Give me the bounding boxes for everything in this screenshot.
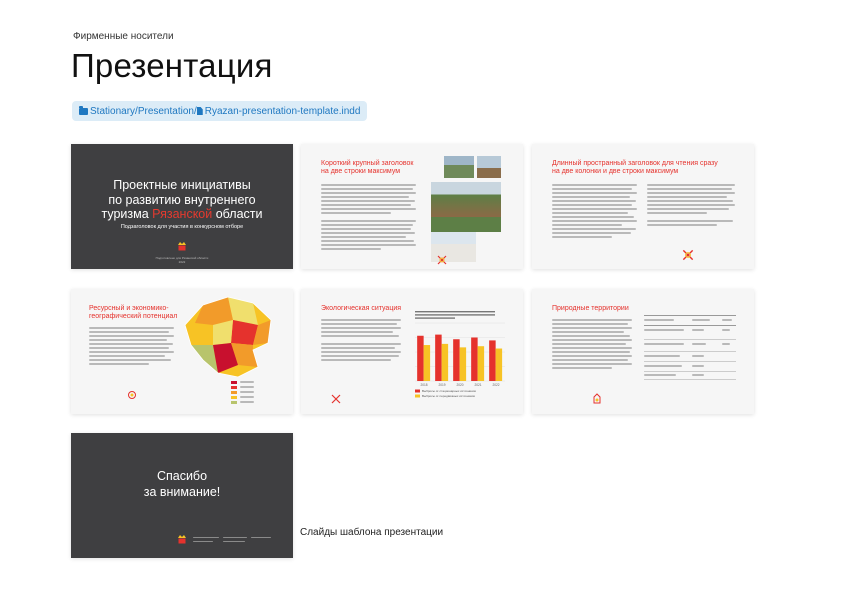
chart-legend-swatch [415, 390, 420, 393]
path-file-name[interactable]: Ryazan-presentation-template.indd [204, 105, 361, 117]
chart-legend-label: Выбросы от стационарных источников [422, 389, 476, 393]
slide-long-heading[interactable] [532, 144, 754, 269]
slides-caption: Слайды шаблона презентации [300, 527, 444, 538]
chart-bar-2022-s2 [496, 349, 502, 381]
pattern-emblem-icon [592, 393, 602, 405]
section-eyebrow: Фирменные носители [73, 31, 174, 42]
slide-title-subtitle: Подзаголовок для участия в конкурсном отборе [120, 224, 244, 230]
file-path-breadcrumb[interactable] [72, 101, 367, 121]
chart-tick-label: 2022 [492, 383, 500, 387]
folder-icon [79, 108, 88, 115]
photo-church [444, 156, 474, 178]
chart-bar-2021-s1 [471, 338, 477, 382]
pattern-emblem-icon [331, 393, 341, 405]
chart-tick-label: 2021 [474, 383, 482, 387]
slide-title-heading: Проектные инициативы по развитию внутреннего туризма Рязанской области [101, 178, 263, 221]
chart-bar-2022-s1 [489, 340, 495, 381]
chart-bar-2018-s2 [424, 345, 430, 381]
slide-heading: Экологическая ситуация [321, 305, 402, 312]
path-folder-presentation[interactable]: Presentation/ [137, 105, 197, 117]
slide-title-org: Подготовлено для Рязанской области 2022 [155, 256, 209, 264]
chart-bar-2021-s2 [478, 346, 484, 381]
photo-tower [477, 156, 501, 178]
chart-legend-swatch [415, 395, 420, 398]
slide-heading: Короткий крупный заголовок на две строки максимум [321, 160, 414, 175]
slide-map[interactable] [71, 289, 293, 414]
crown-emblem-icon [177, 240, 187, 252]
chart-bar-2018-s1 [417, 336, 423, 381]
chart-bar-2019-s2 [442, 344, 448, 381]
crown-emblem-icon [177, 533, 187, 545]
pattern-emblem-icon [682, 248, 694, 262]
slide-heading: Природные территории [552, 305, 629, 312]
chart-title-line [415, 311, 495, 312]
region-map [183, 295, 275, 379]
chart-bar-2019-s1 [435, 335, 441, 381]
emissions-chart [409, 309, 509, 409]
chart-tick-label: 2018 [420, 383, 428, 387]
slide-heading: Длинный пространный заголовок для чтения сразу на две колонки и две строки максимум [552, 160, 718, 175]
chart-bar-2020-s1 [453, 339, 459, 381]
photo-kremlin [431, 182, 501, 232]
slide-heading: Ресурсный и экономико- географический потенциал [89, 305, 178, 320]
slide-thanks-heading: Спасибо за внимание! [143, 469, 221, 499]
slide-table[interactable] [532, 289, 754, 414]
slide-title[interactable] [71, 144, 293, 269]
slide-short-heading[interactable] [301, 144, 523, 269]
slide-chart[interactable] [301, 289, 523, 414]
chart-legend-label: Выбросы от передвижных источников [422, 394, 475, 398]
chart-tick-label: 2020 [456, 383, 464, 387]
page-title: Презентация [71, 47, 273, 84]
chart-bar-2020-s2 [460, 347, 466, 381]
path-folder-stationary[interactable]: Stationary/ [90, 105, 138, 117]
pattern-emblem-icon [127, 389, 137, 401]
chart-title-line [415, 317, 455, 318]
chart-title-line [415, 314, 495, 315]
slide-thanks[interactable] [71, 433, 293, 558]
chart-tick-label: 2019 [438, 383, 446, 387]
file-icon [197, 107, 203, 115]
pattern-emblem-icon [437, 254, 447, 266]
